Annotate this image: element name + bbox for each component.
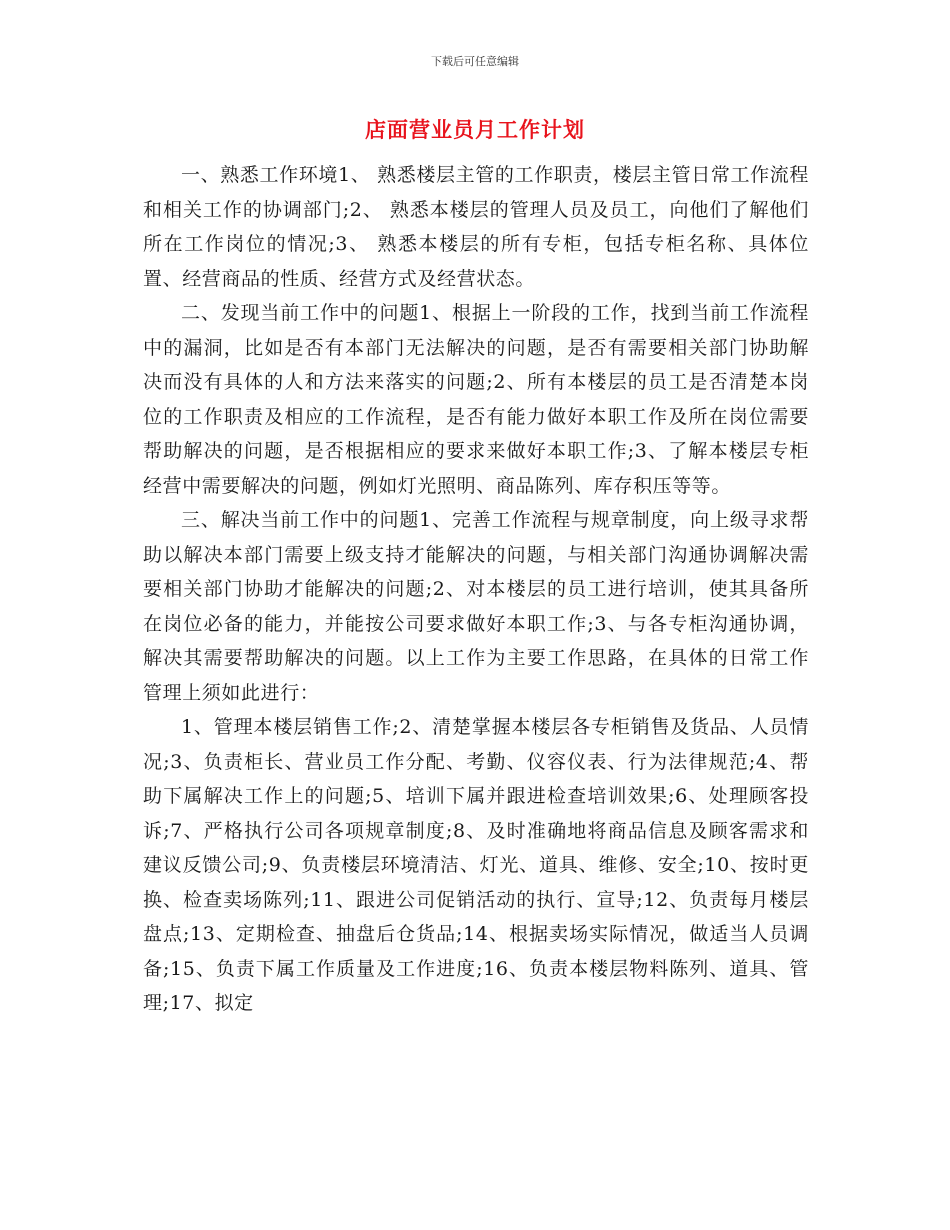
page-title: 店面营业员月工作计划 xyxy=(365,118,585,142)
paragraph-find-problems: 二、发现当前工作中的问题1、根据上一阶段的工作，找到当前工作流程中的漏洞，比如是否有本部门无法解决的问题，是否有需要相关部门协助解决而没有具体的人和方法来落实的问题;2、所有本楼层的员工是否清楚本岗位的工作职责及相应的工作流程，是否有能力做好本职工作及所在岗位需要帮助解决的问题，是否根据相应的要求来做好本职工作;3、了解本楼层专柜经营中需要解决的问题，例如灯光照明、商品陈列、库存积压等等。 xyxy=(143,302,809,497)
paragraph-solve-problems: 三、解决当前工作中的问题1、完善工作流程与规章制度，向上级寻求帮助以解决本部门需要上级支持才能解决的问题，与相关部门沟通协调解决需要相关部门协助才能解决的问题;2、对本楼层的员工进行培训，使其具备所在岗位必备的能力，并能按公司要求做好本职工作;3、与各专柜沟通协调，解决其需要帮助解决的问题。以上工作为主要工作思路，在具体的日常工作管理上须如此进行： xyxy=(143,509,809,704)
document-body xyxy=(143,158,809,1021)
paragraph-familiarize-environment: 一、熟悉工作环境1、 熟悉楼层主管的工作职责，楼层主管日常工作流程和相关工作的协调部门;2、 熟悉本楼层的管理人员及员工，向他们了解他们所在工作岗位的情况;3、 熟悉本楼层的所有专柜，包括专柜名称、具体位置、经营商品的性质、经营方式及经营状态。 xyxy=(143,164,809,290)
paragraph-duty-list: 1、管理本楼层销售工作;2、清楚掌握本楼层各专柜销售及货品、人员情况;3、负责柜长、营业员工作分配、考勤、仪容仪表、行为法律规范;4、帮助下属解决工作上的问题;5、培训下属并跟进检查培训效果;6、处理顾客投诉;7、严格执行公司各项规章制度;8、及时准确地将商品信息及顾客需求和建议反馈公司;9、负责楼层环境清洁、灯光、道具、维修、安全;10、按时更换、检查卖场陈列;11、跟进公司促销活动的执行、宣导;12、负责每月楼层盘点;13、定期检查、抽盘后仓货品;14、根据卖场实际情况，做适当人员调备;15、负责下属工作质量及工作进度;16、负责本楼层物料陈列、道具、管理;17、拟定 xyxy=(143,716,809,1014)
header-note: 下载后可任意编辑 xyxy=(431,55,519,68)
